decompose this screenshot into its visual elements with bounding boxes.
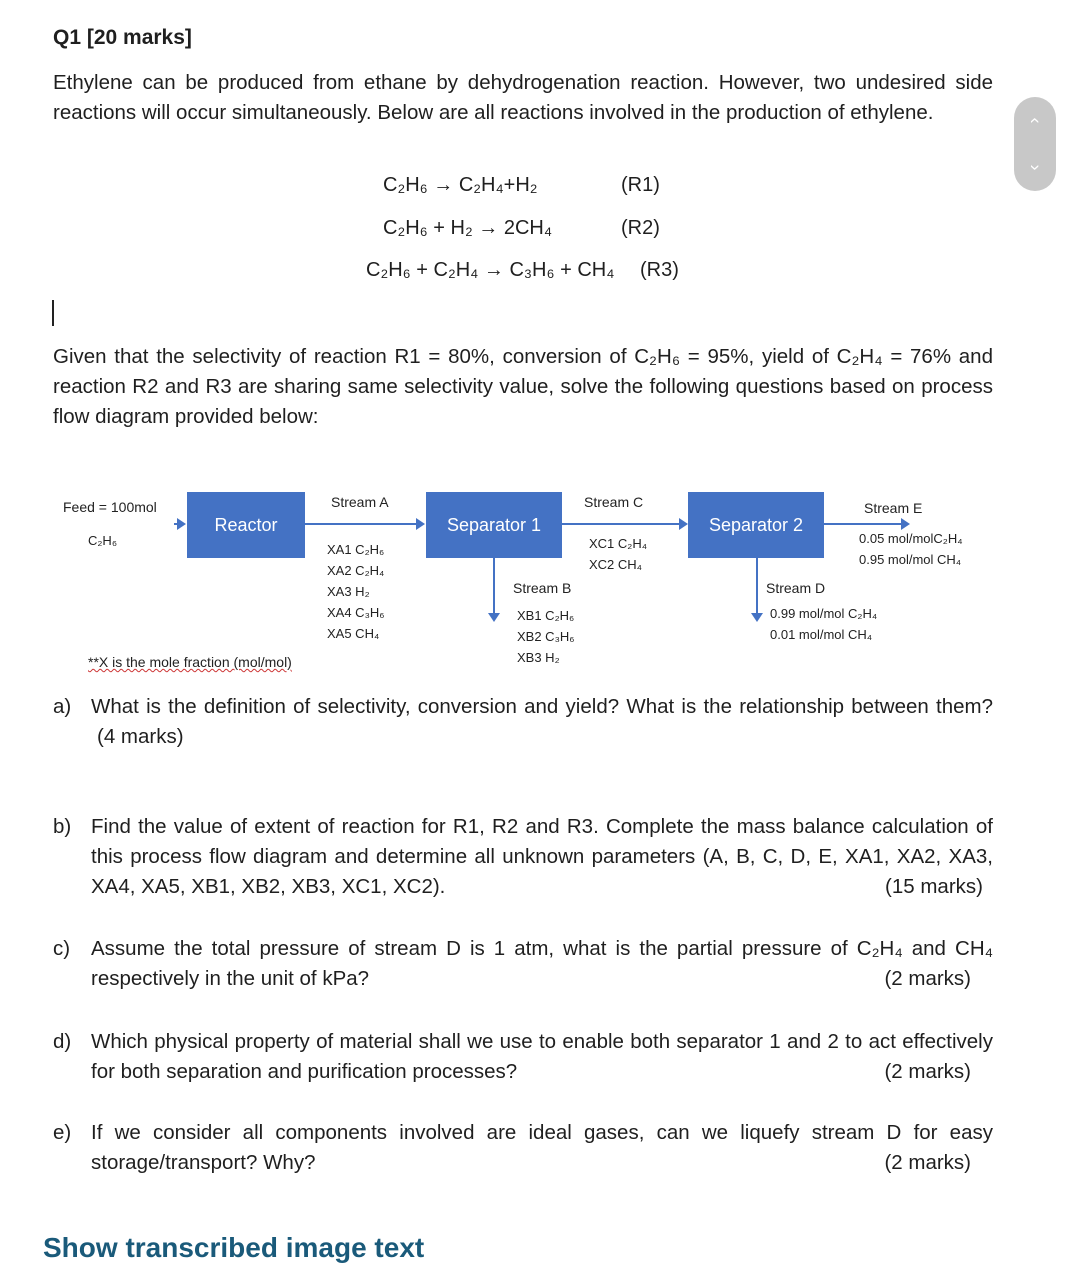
stream-d-arrow [756, 558, 758, 620]
question-a [53, 692, 993, 752]
stream-b-item: XB1 C₂H₆ [517, 608, 575, 623]
stream-d-label: Stream D [766, 580, 826, 596]
image-nav-control[interactable] [1014, 97, 1056, 191]
stream-c-arrow [562, 523, 686, 525]
stream-a-label: Stream A [331, 494, 389, 510]
stream-e-item: 0.95 mol/mol CH₄ [859, 552, 962, 567]
stream-c-label: Stream C [584, 494, 644, 510]
question-title: Q1 [20 marks] [53, 26, 192, 49]
question-a-text: What is the definition of selectivity, conversion and yield? What is the relationship between them? [91, 695, 993, 718]
show-transcribed-link[interactable]: Show transcribed image text [43, 1232, 425, 1263]
stream-e-label: Stream E [864, 500, 923, 516]
stream-a-item: XA2 C₂H₄ [327, 563, 385, 578]
stream-a-item: XA3 H₂ [327, 584, 370, 599]
question-d-marks: (2 marks) [884, 1060, 971, 1083]
stream-b-list [517, 605, 575, 668]
question-d [53, 1027, 993, 1087]
reaction-3-tag: (R3) [640, 259, 679, 281]
question-e-text: If we consider all components involved are ideal gases, can we liquefy stream D for easy storage/transport? Why? [91, 1121, 993, 1174]
question-d-text: Which physical property of material shall we use to enable both separator 1 and 2 to act effectively for both separation and purification processes? [91, 1030, 993, 1083]
question-e [53, 1118, 993, 1178]
reaction-1-tag: (R1) [621, 174, 660, 196]
question-b-text: Find the value of extent of reaction for R1, R2 and R3. Complete the mass balance calculation of this process flow diagram and determine all unknown parameters (A, B, C, D, E, XA1, XA2, XA3, XA4, XA5, XB1, XB2, XB3, XC1, XC2). [91, 815, 993, 898]
stream-e-item: 0.05 mol/molC₂H₄ [859, 531, 963, 546]
chevron-up-icon[interactable]: ‹ [1025, 117, 1046, 124]
intro-paragraph: Ethylene can be produced from ethane by dehydrogenation reaction. However, two undesired side reactions will occur simultaneously. Below are all reactions involved in the production of ethylene. [53, 71, 993, 124]
stream-c-list [589, 533, 647, 575]
question-e-marks: (2 marks) [884, 1151, 971, 1174]
stream-a-item: XA4 C₃H₆ [327, 605, 385, 620]
question-c-marks: (2 marks) [884, 967, 971, 990]
question-e-label: e) [53, 1121, 72, 1144]
stream-b-item: XB3 H₂ [517, 650, 560, 665]
feed-arrow [174, 523, 184, 525]
question-c-label: c) [53, 937, 71, 960]
reactor-box: Reactor [187, 492, 305, 558]
stream-a-arrow [305, 523, 423, 525]
separator-1-box: Separator 1 [426, 492, 562, 558]
stream-a-item: XA1 C₂H₆ [327, 542, 385, 557]
feed-label: Feed = 100mol [63, 499, 157, 515]
reaction-1: C₂H₆ → C₂H₄+H₂ [383, 174, 538, 196]
stream-c-item: XC2 CH₄ [589, 557, 642, 572]
reaction-2-tag: (R2) [621, 217, 660, 239]
stream-a-list [327, 539, 385, 644]
reaction-2: C₂H₆ + H₂ → 2CH₄ [383, 217, 553, 239]
stream-d-item: 0.01 mol/mol CH₄ [770, 627, 873, 642]
stream-d-list [770, 603, 877, 645]
given-paragraph: Given that the selectivity of reaction R1 = 80%, conversion of C₂H₆ = 95%, yield of C₂H₄ = 76% and reaction R2 and R3 are sharing same selectivity value, solve the following questions based on process flow diagram provided below: [53, 345, 993, 428]
text-cursor [52, 300, 54, 326]
question-c-text: Assume the total pressure of stream D is 1 atm, what is the partial pressure of C₂H₄ and CH₄ respectively in the unit of kPa? [91, 937, 993, 990]
question-c [53, 934, 993, 994]
question-b [53, 812, 993, 902]
stream-a-item: XA5 CH₄ [327, 626, 380, 641]
mole-fraction-note: **X is the mole fraction (mol/mol) [88, 654, 292, 670]
chevron-down-icon[interactable]: › [1025, 164, 1046, 171]
question-a-label: a) [53, 695, 72, 718]
stream-b-arrow [493, 558, 495, 620]
reaction-3: C₂H₆ + C₂H₄ → C₃H₆ + CH₄ [366, 259, 615, 281]
stream-b-item: XB2 C₃H₆ [517, 629, 575, 644]
question-b-marks: (15 marks) [885, 875, 983, 898]
stream-d-item: 0.99 mol/mol C₂H₄ [770, 606, 878, 621]
separator-2-box: Separator 2 [688, 492, 824, 558]
stream-e-arrow [824, 523, 908, 525]
question-d-label: d) [53, 1030, 72, 1053]
stream-b-label: Stream B [513, 580, 572, 596]
question-a-marks: (4 marks) [97, 725, 184, 748]
feed-component: C₂H₆ [88, 533, 118, 548]
stream-e-list [859, 528, 963, 570]
question-b-label: b) [53, 815, 72, 838]
stream-c-item: XC1 C₂H₄ [589, 536, 648, 551]
